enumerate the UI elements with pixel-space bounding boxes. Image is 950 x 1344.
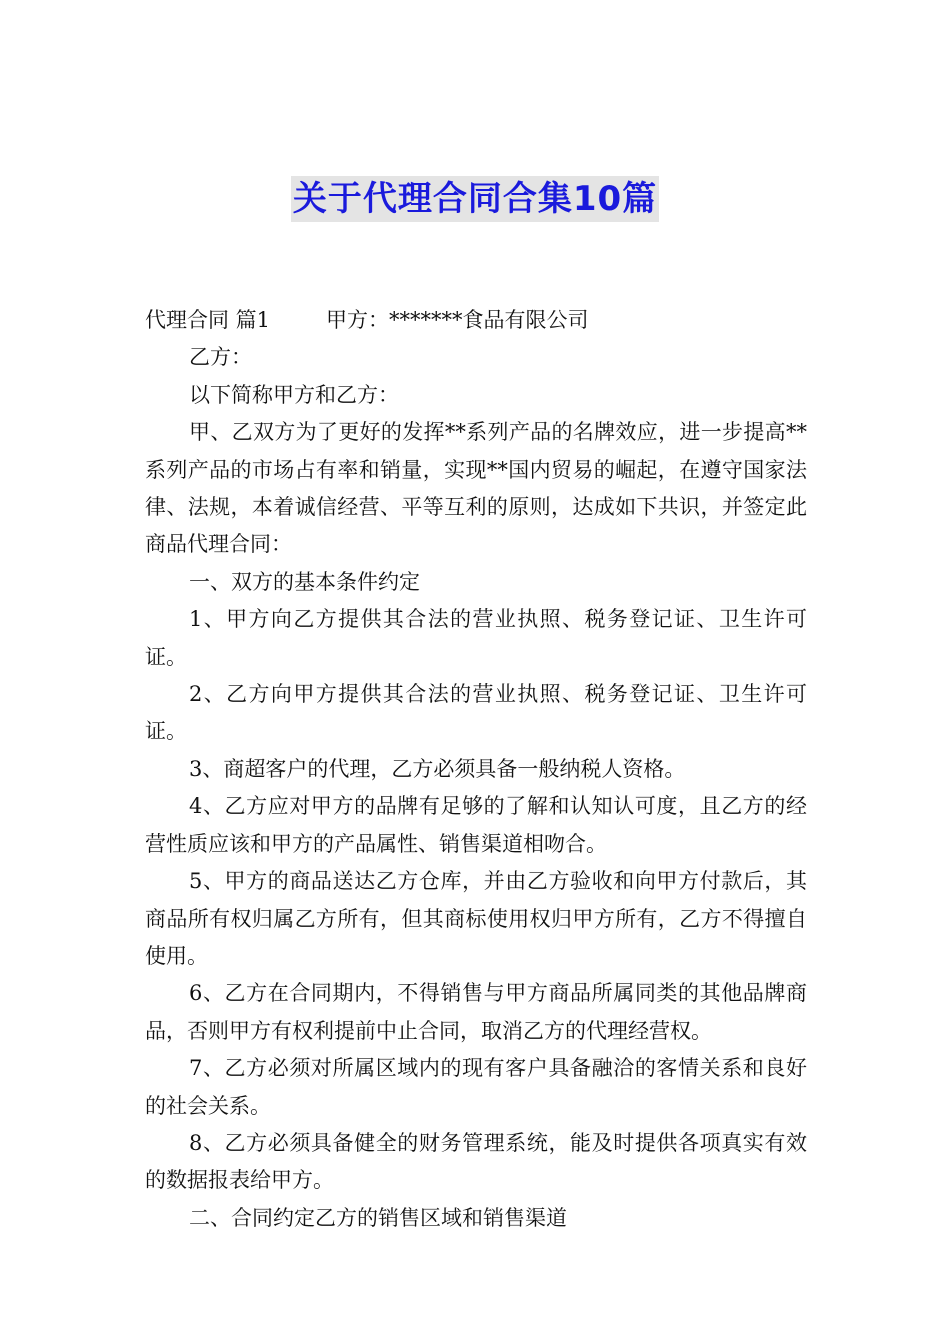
document-title: 关于代理合同合集10篇 bbox=[291, 176, 659, 222]
paragraph: 4、乙方应对甲方的品牌有足够的了解和认知认可度，且乙方的经营性质应该和甲方的产品属性、销售渠道相吻合。 bbox=[145, 794, 807, 856]
title-wrap bbox=[0, 176, 950, 222]
paragraph: 6、乙方在合同期内，不得销售与甲方商品所属同类的其他品牌商品，否则甲方有权利提前中止合同，取消乙方的代理经营权。 bbox=[145, 981, 807, 1043]
paragraph: 1、甲方向乙方提供其合法的营业执照、税务登记证、卫生许可证。 bbox=[145, 607, 807, 669]
paragraph: 一、双方的基本条件约定 bbox=[189, 569, 420, 594]
paragraph: 8、乙方必须具备健全的财务管理系统，能及时提供各项真实有效的数据报表给甲方。 bbox=[145, 1130, 807, 1193]
paragraph: 7、乙方必须对所属区域内的现有客户具备融洽的客情关系和良好的社会关系。 bbox=[145, 1056, 807, 1118]
section-heading: 代理合同 篇1 bbox=[145, 308, 271, 332]
first-line bbox=[145, 302, 807, 339]
paragraph: 以下简称甲方和乙方： bbox=[189, 382, 399, 407]
paragraph: 3、商超客户的代理，乙方必须具备一般纳税人资格。 bbox=[189, 756, 686, 781]
paragraph: 5、甲方的商品送达乙方仓库，并由乙方验收和向甲方付款后，其商品所有权归属乙方所有，但其商标使用权归甲方所有，乙方不得擅自使用。 bbox=[145, 869, 807, 968]
paragraph: 2、乙方向甲方提供其合法的营业执照、税务登记证、卫生许可证。 bbox=[145, 682, 807, 744]
party-a-line: 甲方：*******食品有限公司 bbox=[326, 308, 589, 332]
document-body bbox=[145, 302, 807, 1237]
paragraph: 乙方： bbox=[189, 345, 252, 370]
paragraph: 二、合同约定乙方的销售区域和销售渠道 bbox=[189, 1205, 567, 1230]
paragraph: 甲、乙双方为了更好的发挥**系列产品的名牌效应，进一步提高**系列产品的市场占有率和销量，实现**国内贸易的崛起，在遵守国家法律、法规，本着诚信经营、平等互利的原则，达成如下共识，并签定此商品代理合同： bbox=[145, 420, 807, 557]
